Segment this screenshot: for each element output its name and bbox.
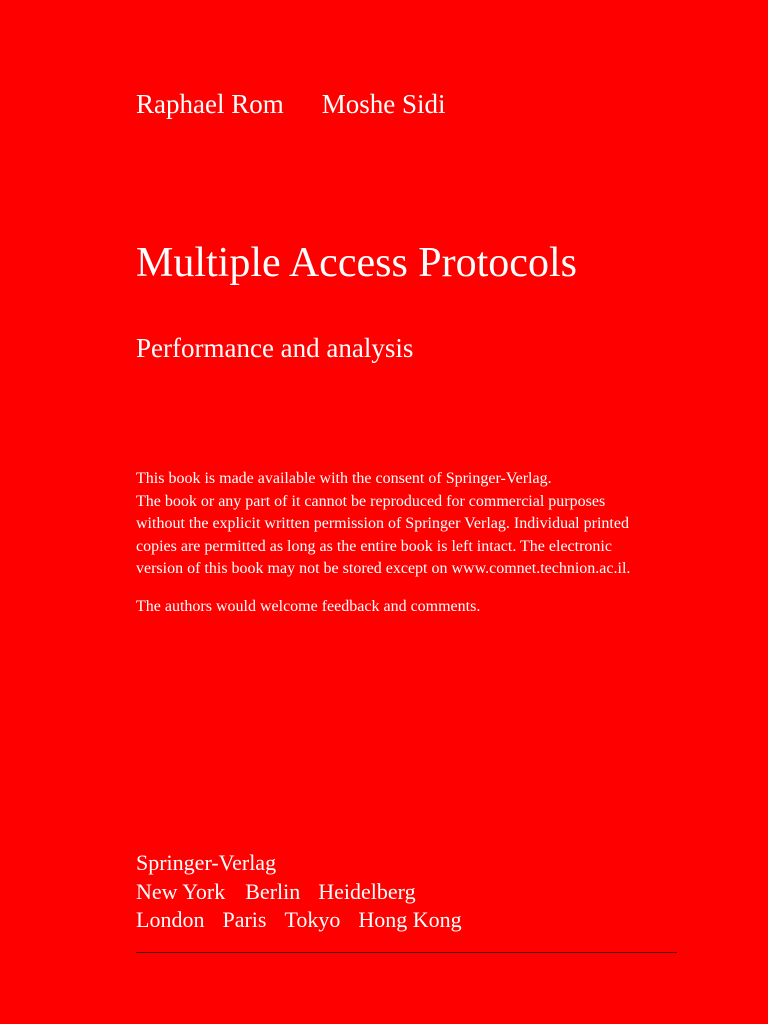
- city: London: [136, 907, 205, 932]
- book-title: Multiple Access Protocols: [136, 240, 577, 286]
- publisher-cities-line-1: [136, 878, 480, 907]
- publisher-name: Springer-Verlag: [136, 850, 277, 875]
- publisher-block: [136, 849, 480, 935]
- city: Heidelberg: [318, 878, 416, 904]
- notice-line: This book is made available with the consent of Springer-Verlag.: [136, 470, 552, 487]
- copyright-notice: [136, 468, 696, 618]
- city: New York: [136, 878, 226, 904]
- notice-line: The book or any part of it cannot be reproduced for commercial purposes: [136, 492, 606, 510]
- city: Hong Kong: [358, 907, 462, 932]
- publisher-cities-line-2: [136, 906, 480, 935]
- notice-line: without the explicit written permission of Springer Verlag. Individual printed: [136, 515, 629, 532]
- feedback-line: The authors would welcome feedback and comments.: [136, 597, 481, 615]
- city: Paris: [222, 907, 267, 932]
- notice-line: version of this book may not be stored except on www.comnet.technion.ac.il.: [136, 560, 631, 577]
- book-subtitle: Performance and analysis: [136, 333, 414, 363]
- notice-line: copies are permitted as long as the entire book is left intact. The electronic: [136, 537, 612, 555]
- author-name: Moshe Sidi: [321, 89, 446, 119]
- authors-line: [136, 86, 446, 122]
- author-name: Raphael Rom: [136, 89, 284, 119]
- city: Berlin: [245, 878, 301, 904]
- bottom-rule: [136, 952, 677, 953]
- city: Tokyo: [284, 907, 341, 932]
